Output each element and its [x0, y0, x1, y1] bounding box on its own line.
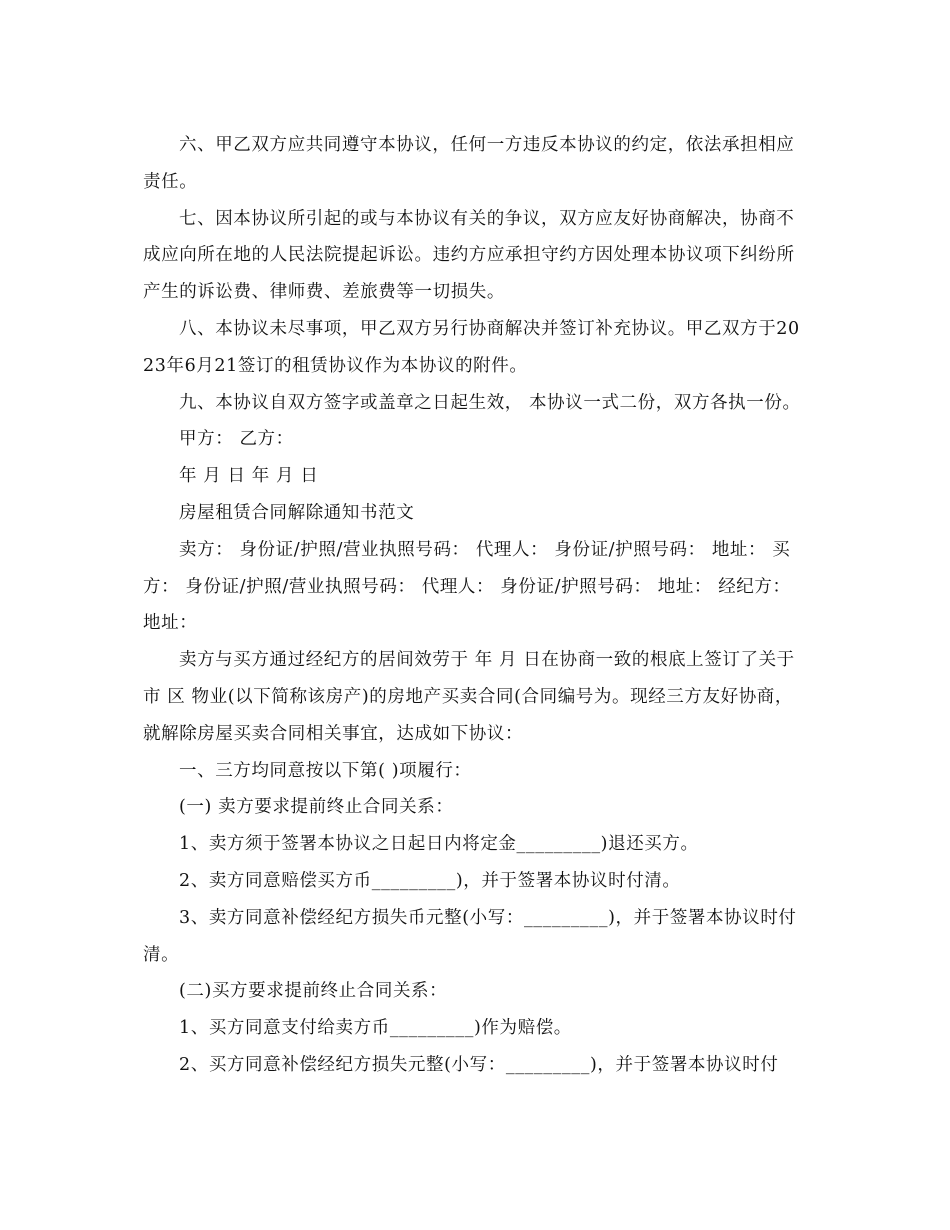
- clause-7-paragraph: 七、因本协议所引起的或与本协议有关的争议，双方应友好协商解决，协商不成应向所在地的人民法院提起诉讼。违约方应承担守约方因处理本协议项下纠纷所产生的诉讼费、律师费、差旅费等一切损失。: [143, 208, 795, 303]
- seller-term-2: 2、卖方同意赔偿买方币_________)，并于签署本协议时付清。: [179, 870, 681, 891]
- seller-term-1: 1、卖方须于签署本协议之日起日内将定金_________)退还买方。: [179, 834, 699, 855]
- seller-termination-heading: (一) 卖方要求提前终止合同关系：: [179, 797, 454, 818]
- agreement-item-1: 一、三方均同意按以下第( )项履行：: [179, 760, 472, 781]
- buyer-term-1: 1、买方同意支付给卖方币_________)作为赔偿。: [179, 1018, 572, 1039]
- clause-9-paragraph: 九、本协议自双方签字或盖章之日起生效， 本协议一式二份，双方各执一份。: [179, 392, 801, 413]
- party-info-paragraph: 卖方： 身份证/护照/营业执照号码： 代理人： 身份证/护照号码： 地址： 买方： 身份证/护照/营业执照号码： 代理人： 身份证/护照号码： 地址： 经纪方： 地址：: [143, 539, 797, 634]
- buyer-term-2: 2、买方同意补偿经纪方损失元整(小写：_________)，并于签署本协议时付: [179, 1054, 779, 1075]
- document-body: [143, 127, 803, 1084]
- section-title: 房屋租赁合同解除通知书范文: [179, 502, 415, 523]
- seller-term-3: 3、卖方同意补偿经纪方损失币元整(小写：_________)，并于签署本协议时付清。: [143, 907, 797, 965]
- clause-8-paragraph: 八、本协议未尽事项，甲乙双方另行协商解决并签订补充协议。甲乙双方于2023年6月21签订的租赁协议作为本协议的附件。: [143, 318, 800, 376]
- party-signature-line: 甲方： 乙方：: [179, 429, 294, 450]
- buyer-termination-heading: (二)买方要求提前终止合同关系：: [179, 981, 448, 1002]
- date-signature-line: 年 月 日 年 月 日: [179, 466, 319, 487]
- clause-6-paragraph: 六、甲乙双方应共同遵守本协议，任何一方违反本协议的约定，依法承担相应责任。: [143, 135, 795, 192]
- background-paragraph: 卖方与买方通过经纪方的居间效劳于 年 月 日在协商一致的根底上签订了关于 市 区 物业(以下简称该房产)的房地产买卖合同(合同编号为。现经三方友好协商，就解除房屋买卖合同相关事宜，达成如下协议：: [143, 650, 801, 744]
